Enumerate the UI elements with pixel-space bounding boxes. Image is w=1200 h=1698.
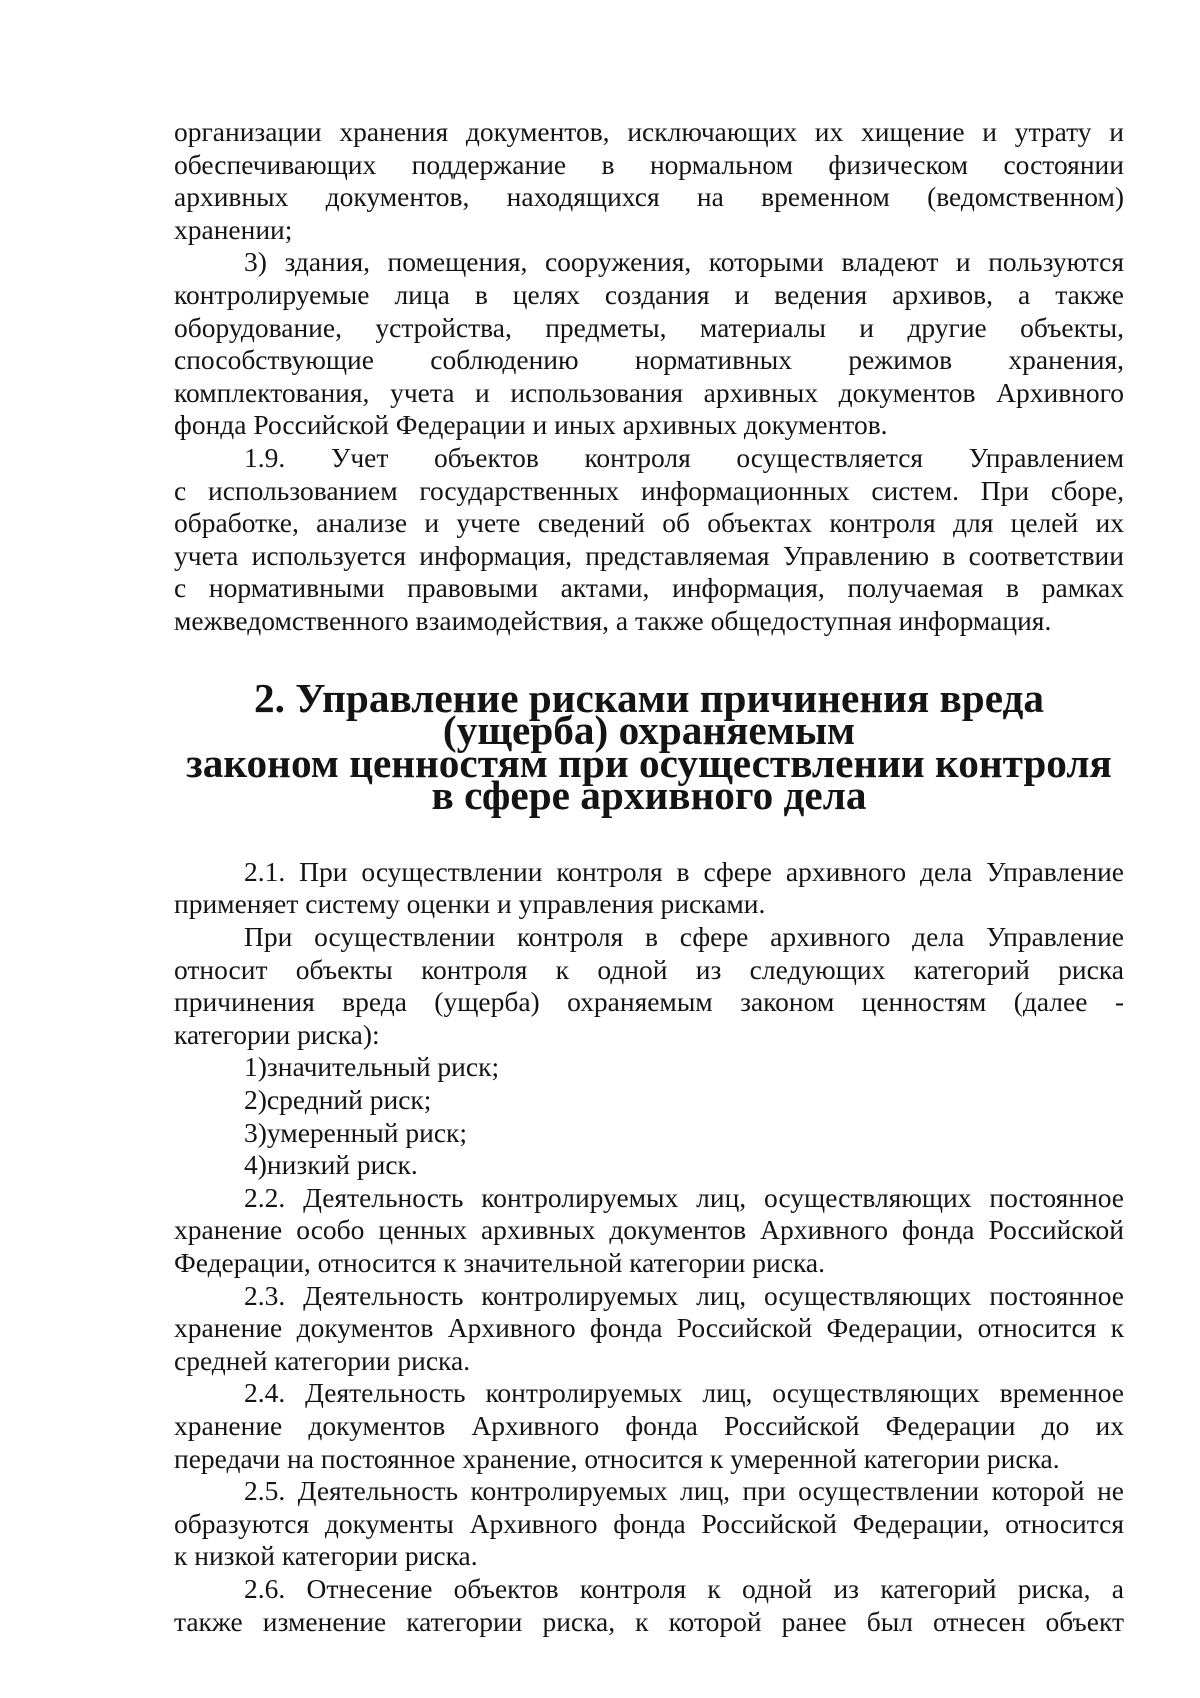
section-heading: [174, 674, 1124, 819]
text-line: применяет систему оценки и управления рисками.: [174, 888, 766, 920]
list-item: 3)умеренный риск;: [244, 1116, 468, 1148]
text-line: организации хранения документов, исключающих их хищение и утрату и: [174, 116, 1124, 147]
text-line: причинения вреда (ущерба) охраняемым законом ценностям (далее -: [174, 986, 1124, 1018]
list-item: 1)значительный риск;: [244, 1051, 500, 1083]
text-line: средней категории риска.: [174, 1344, 471, 1376]
text-line: Федерации, относится к значительной категории риска.: [174, 1247, 825, 1278]
text-line: также изменение категории риска, к которой ранее был отнесен объект: [174, 1605, 1124, 1637]
paragraph-categories-intro: [174, 921, 1124, 1051]
paragraph-item-3: [174, 246, 1124, 442]
risk-category-list: [174, 1051, 1124, 1181]
document-body: [174, 116, 1124, 1638]
paragraph-item-1-9: [174, 442, 1124, 638]
heading-line: законом ценностям при осуществлении контроля в сфере архивного дела: [186, 739, 1112, 819]
text-line: хранение документов Архивного фонда Российской Федерации до их: [174, 1409, 1124, 1441]
text-line: хранении;: [174, 213, 293, 245]
text-line: относит объекты контроля к одной из следующих категорий риска: [174, 953, 1124, 985]
list-item: 2)средний риск;: [244, 1084, 432, 1116]
paragraph-item-2-3: [174, 1280, 1124, 1378]
text-line: 2.3. Деятельность контролируемых лиц, осуществляющих постоянное: [244, 1279, 1124, 1311]
list-item: 4)низкий риск.: [244, 1149, 418, 1181]
text-line: категории риска):: [174, 1018, 380, 1050]
paragraph-item-2-4: [174, 1377, 1124, 1475]
text-line: обработке, анализе и учете сведений об объектах контроля для целей их: [174, 507, 1124, 539]
paragraph-item-2-5: [174, 1475, 1124, 1573]
text-line: передачи на постоянное хранение, относится к умеренной категории риска.: [174, 1442, 1060, 1474]
text-line: межведомственного взаимодействия, а также общедоступная информация.: [174, 604, 1052, 636]
text-line: хранение особо ценных архивных документов Архивного фонда Российской: [174, 1214, 1124, 1246]
paragraph-item-2-6: [174, 1573, 1124, 1638]
text-line: комплектования, учета и использования архивных документов Архивного: [174, 376, 1124, 408]
text-line: 2.4. Деятельность контролируемых лиц, осуществляющих временное: [244, 1377, 1124, 1409]
text-line: фонда Российской Федерации и иных архивных документов.: [174, 409, 888, 441]
text-line: учета используется информация, представляемая Управлению в соответствии: [174, 539, 1124, 571]
paragraph-intro: [174, 116, 1124, 246]
text-line: хранение документов Архивного фонда Российской Федерации, относится к: [174, 1312, 1124, 1344]
text-line: способствующие соблюдению нормативных режимов хранения,: [174, 344, 1124, 376]
text-line: 3) здания, помещения, сооружения, которыми владеют и пользуются: [244, 246, 1124, 278]
text-line: архивных документов, находящихся на временном (ведомственном): [174, 181, 1124, 213]
text-line: к низкой категории риска.: [174, 1540, 478, 1572]
text-line: При осуществлении контроля в сфере архивного дела Управление: [244, 921, 1124, 953]
text-line: 2.2. Деятельность контролируемых лиц, осуществляющих постоянное: [244, 1181, 1124, 1213]
text-line: контролируемые лица в целях создания и ведения архивов, а также: [174, 278, 1124, 310]
text-line: 2.5. Деятельность контролируемых лиц, при осуществлении которой не: [244, 1475, 1124, 1507]
text-line: с использованием государственных информационных систем. При сборе,: [174, 474, 1124, 506]
heading-line: 2. Управление рисками причинения вреда (ущерба) охраняемым: [254, 674, 1044, 754]
text-line: оборудование, устройства, предметы, материалы и другие объекты,: [174, 311, 1124, 343]
text-line: 1.9. Учет объектов контроля осуществляется Управлением: [244, 441, 1124, 473]
paragraph-item-2-2: [174, 1182, 1124, 1280]
text-line: 2.6. Отнесение объектов контроля к одной из категорий риска, а: [244, 1572, 1124, 1604]
text-line: образуются документы Архивного фонда Российской Федерации, относится: [174, 1507, 1124, 1539]
text-line: с нормативными правовыми актами, информация, получаемая в рамках: [174, 572, 1124, 604]
text-line: обеспечивающих поддержание в нормальном физическом состоянии: [174, 148, 1124, 180]
text-line: 2.1. При осуществлении контроля в сфере архивного дела Управление: [244, 855, 1124, 887]
paragraph-item-2-1: [174, 856, 1124, 921]
